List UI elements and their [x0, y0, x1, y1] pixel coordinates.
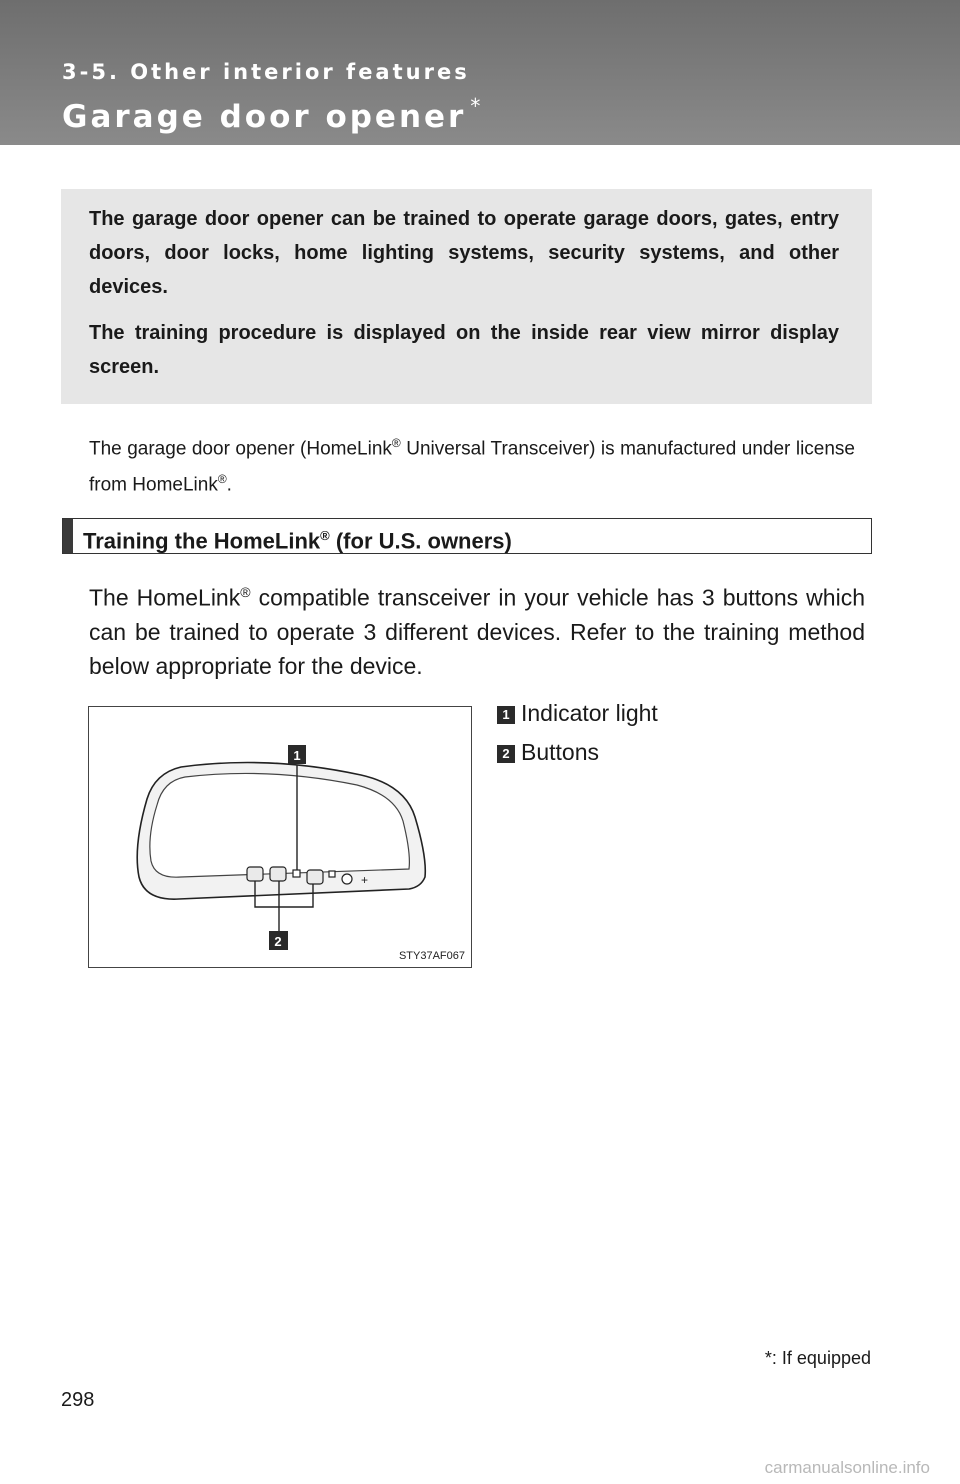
subsection-bar [63, 519, 73, 553]
mirror-illustration [88, 706, 472, 968]
homelink-button-3 [307, 870, 323, 884]
footnote-mark: * [764, 1348, 772, 1368]
footnote [765, 1348, 871, 1369]
page-number: 298 [61, 1389, 95, 1411]
legend-label-2: Buttons [521, 739, 599, 765]
subsection-title: Training the HomeLink® (for U.S. owners) [83, 528, 512, 554]
body-paragraph: The HomeLink® compatible transceiver in your vehicle has 3 buttons which can be trained to operate 3 different devices. Refer to the training method below appropriate for the device. [89, 584, 865, 679]
legend-item-buttons [497, 739, 599, 766]
indicator-light [293, 870, 300, 877]
license-text-2: Universal Transceiver) is manufactured under license from HomeLink [89, 438, 855, 496]
legend-number-2: 2 [497, 745, 515, 763]
page-title-text: Garage door opener [62, 99, 467, 135]
homelink-button-1 [247, 867, 263, 881]
homelink-button-2 [270, 867, 286, 881]
figure-code: STY37AF067 [398, 950, 465, 962]
registered-mark: ® [320, 528, 330, 543]
watermark: carmanualsonline.info [764, 1458, 930, 1477]
legend-item-indicator-light [497, 700, 658, 727]
mirror-drawing [89, 707, 471, 967]
chapter-header [0, 0, 960, 145]
license-text-1: The garage door opener (HomeLink [89, 438, 392, 460]
footnote-text: : If equipped [771, 1348, 871, 1368]
registered-mark: ® [391, 436, 401, 450]
if-equipped-mark: * [470, 94, 484, 118]
mirror-inner [150, 773, 410, 877]
license-text-3: . [226, 474, 232, 496]
legend-number-1: 1 [497, 706, 515, 724]
page-title [62, 94, 483, 135]
callout-2-label: 2 [274, 934, 282, 949]
legend-label-1: Indicator light [521, 700, 658, 726]
registered-mark: ® [240, 584, 251, 600]
registered-mark: ® [217, 472, 227, 487]
section-label: 3-5. Other interior features [62, 60, 470, 84]
summary-paragraph-1: The garage door opener can be trained to operate garage doors, gates, entry doors, door locks, home lighting systems, security systems, and other devices. [89, 208, 839, 298]
summary-text-layer [61, 189, 872, 404]
compass-icon: + [361, 873, 369, 887]
callout-1-label: 1 [293, 748, 301, 763]
auto-dim-button [342, 874, 352, 884]
license-note [89, 428, 855, 501]
summary-paragraph-2: The training procedure is displayed on the inside rear view mirror display screen. [89, 322, 839, 378]
sensor-light [329, 871, 335, 877]
subsection-heading [62, 518, 872, 554]
